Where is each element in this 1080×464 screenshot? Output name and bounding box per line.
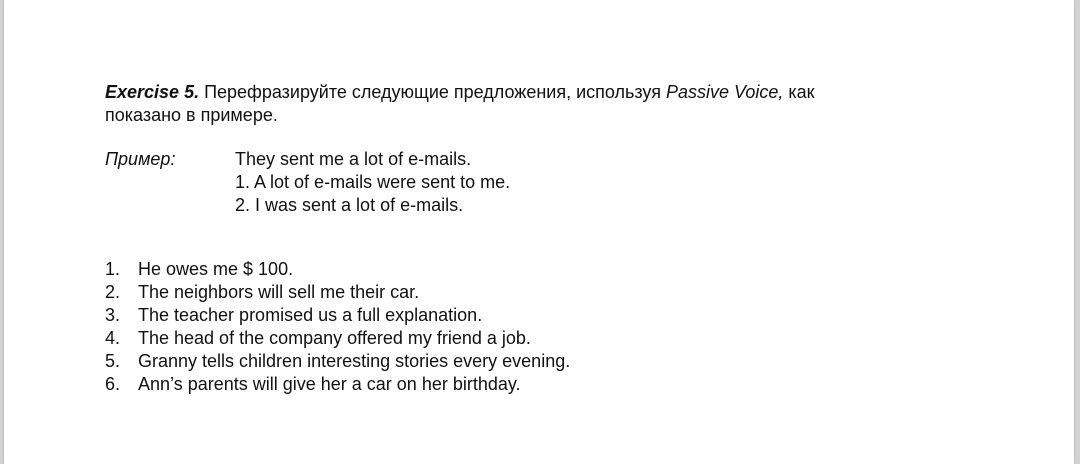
- task-number: 1.: [105, 259, 121, 279]
- instruction-emphasis: Passive Voice,: [665, 82, 784, 102]
- task-text: The teacher promised us a full explanation.: [138, 305, 483, 325]
- task-text: Ann’s parents will give her a car on her birthday.: [138, 374, 521, 394]
- task-item: [105, 350, 1005, 373]
- instruction-line-2: показано в примере.: [105, 105, 278, 125]
- task-item: [105, 327, 1005, 350]
- exercise-content: [105, 81, 1005, 396]
- instruction-text-end: как: [783, 82, 815, 102]
- exercise-heading: [105, 81, 1005, 127]
- example-label-colon: :: [170, 149, 176, 169]
- task-list: [105, 258, 1005, 396]
- task-text: Granny tells children interesting stories every evening.: [138, 351, 571, 371]
- task-item: [105, 373, 1005, 396]
- task-number: 6.: [105, 374, 121, 394]
- example-line: 2. I was sent a lot of e-mails.: [235, 195, 464, 215]
- exercise-label: Exercise 5.: [105, 82, 200, 102]
- example-lines: [235, 148, 510, 217]
- example-line: They sent me a lot of e-mails.: [235, 149, 472, 169]
- task-number: 3.: [105, 305, 121, 325]
- task-item: [105, 258, 1005, 281]
- instruction-text: Перефразируйте следующие предложения, используя: [199, 82, 666, 102]
- task-item: [105, 281, 1005, 304]
- example-line: 1. A lot of e-mails were sent to me.: [235, 172, 511, 192]
- instruction-line-1: [105, 81, 1005, 104]
- task-number: 4.: [105, 328, 121, 348]
- task-number: 5.: [105, 351, 121, 371]
- example-block: [105, 148, 1005, 217]
- example-label-text: Пример: [105, 149, 171, 169]
- task-text: He owes me $ 100.: [138, 259, 294, 279]
- document-page: [4, 0, 1074, 464]
- task-number: 2.: [105, 282, 121, 302]
- example-label: [105, 148, 235, 217]
- task-item: [105, 304, 1005, 327]
- task-text: The head of the company offered my friend a job.: [138, 328, 531, 348]
- task-text: The neighbors will sell me their car.: [138, 282, 420, 302]
